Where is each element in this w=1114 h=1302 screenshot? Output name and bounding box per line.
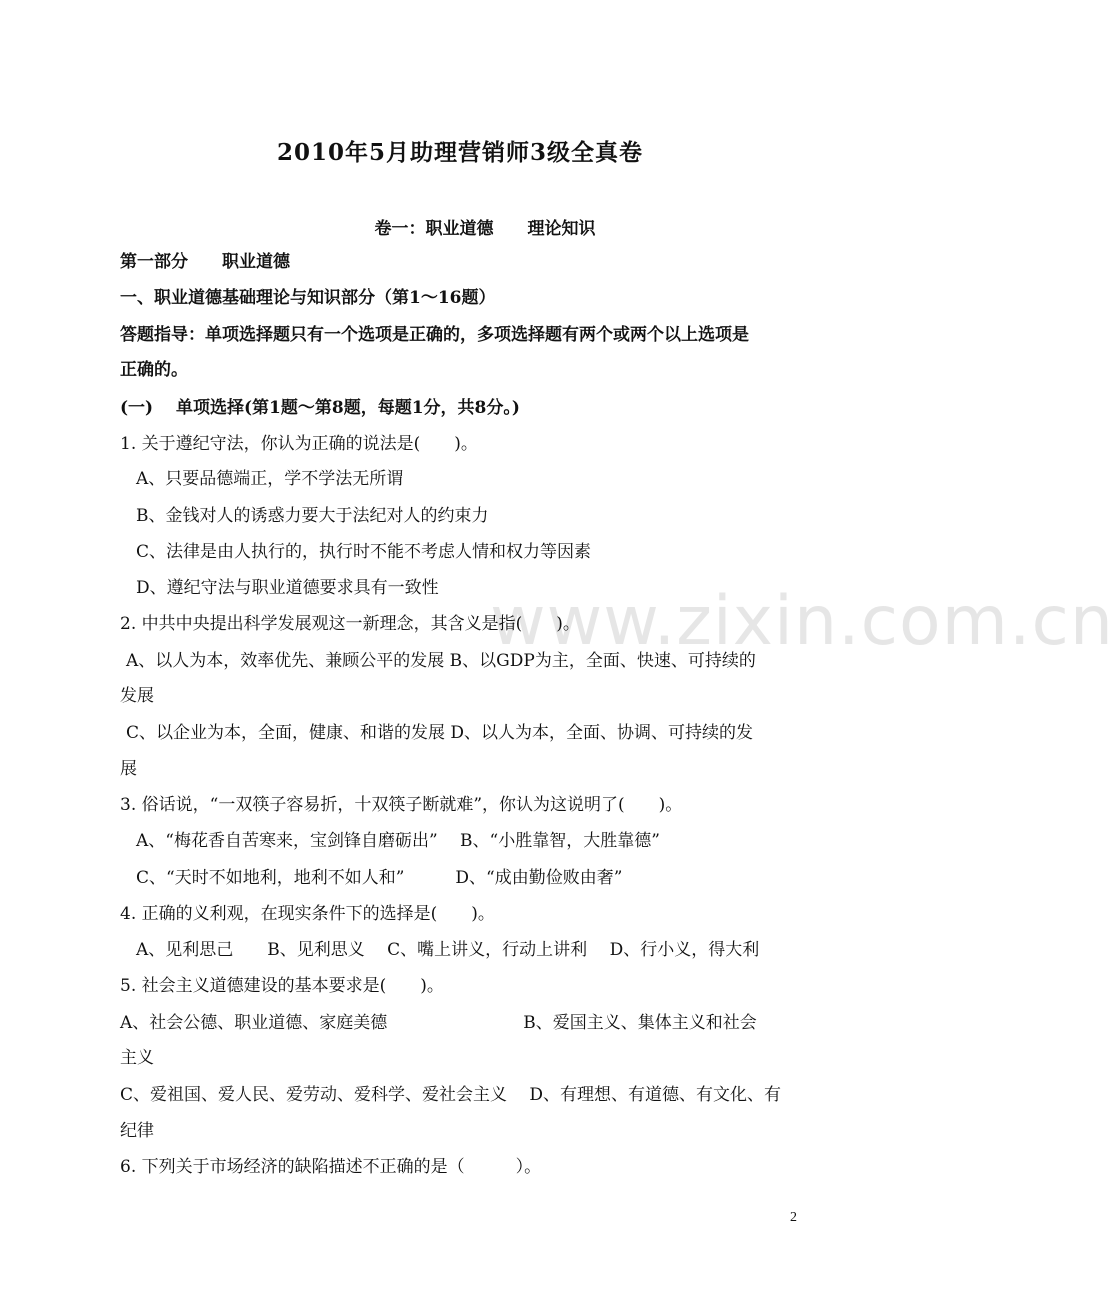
question-1-option-d: D、遵纪守法与职业道德要求具有一致性: [136, 578, 439, 598]
section-heading: 一、职业道德基础理论与知识部分（第1～16题）: [120, 288, 496, 308]
question-5-options-ab-cont: 主义: [120, 1048, 154, 1068]
question-3-options-ab: A、“梅花香自苦寒来，宝剑锋自磨砺出” B、“小胜靠智，大胜靠德”: [136, 831, 660, 851]
question-2-options-ab: A、以人为本，效率优先、兼顾公平的发展 B、以GDP为主，全面、快速、可持续的: [126, 651, 756, 671]
question-5-options-cd: C、爱祖国、爱人民、爱劳动、爱科学、爱社会主义 D、有理想、有道德、有文化、有: [120, 1085, 782, 1105]
question-2-stem: 2. 中共中央提出科学发展观这一新理念，其含义是指( )。: [120, 614, 580, 634]
question-1-option-b: B、金钱对人的诱惑力要大于法纪对人的约束力: [136, 506, 489, 526]
question-1-option-c: C、法律是由人执行的，执行时不能不考虑人情和权力等因素: [136, 542, 592, 562]
document-subtitle: 卷一：职业道德 理论知识: [374, 219, 596, 239]
question-5-options-cd-cont: 纪律: [120, 1121, 154, 1141]
subsection-heading: (一) 单项选择(第1题～第8题，每题1分，共8分。): [120, 398, 520, 418]
question-5-options-ab: A、社会公德、职业道德、家庭美德 B、爱国主义、集体主义和社会: [120, 1013, 757, 1033]
part-heading: 第一部分 职业道德: [120, 252, 290, 272]
question-2-options-ab-cont: 发展: [120, 686, 154, 706]
question-6-stem: 6. 下列关于市场经济的缺陷描述不正确的是（ ）。: [120, 1157, 542, 1177]
page-number: 2: [790, 1210, 797, 1225]
question-4-stem: 4. 正确的义利观，在现实条件下的选择是( )。: [120, 904, 495, 924]
question-3-options-cd: C、“天时不如地利，地利不如人和” D、“成由勤俭败由奢”: [136, 868, 623, 888]
guide-text-line-1: 答题指导：单项选择题只有一个选项是正确的，多项选择题有两个或两个以上选项是: [120, 325, 749, 345]
watermark: www.zixin.com.cn: [490, 582, 1114, 661]
question-2-options-cd-cont: 展: [120, 759, 137, 779]
question-2-options-cd: C、以企业为本，全面，健康、和谐的发展 D、以人为本，全面、协调、可持续的发: [126, 723, 754, 743]
question-3-stem: 3. 俗话说，“一双筷子容易折，十双筷子断就难”，你认为这说明了( )。: [120, 795, 683, 815]
question-1-stem: 1. 关于遵纪守法，你认为正确的说法是( )。: [120, 434, 478, 454]
question-4-options: A、见利思己 B、见利思义 C、嘴上讲义，行动上讲利 D、行小义，得大利: [136, 940, 760, 960]
guide-text-line-2: 正确的。: [120, 360, 188, 380]
question-1-option-a: A、只要品德端正，学不学法无所谓: [136, 469, 404, 489]
document-title: 2010年5月助理营销师3级全真卷: [276, 139, 644, 166]
question-5-stem: 5. 社会主义道德建设的基本要求是( )。: [120, 976, 444, 996]
